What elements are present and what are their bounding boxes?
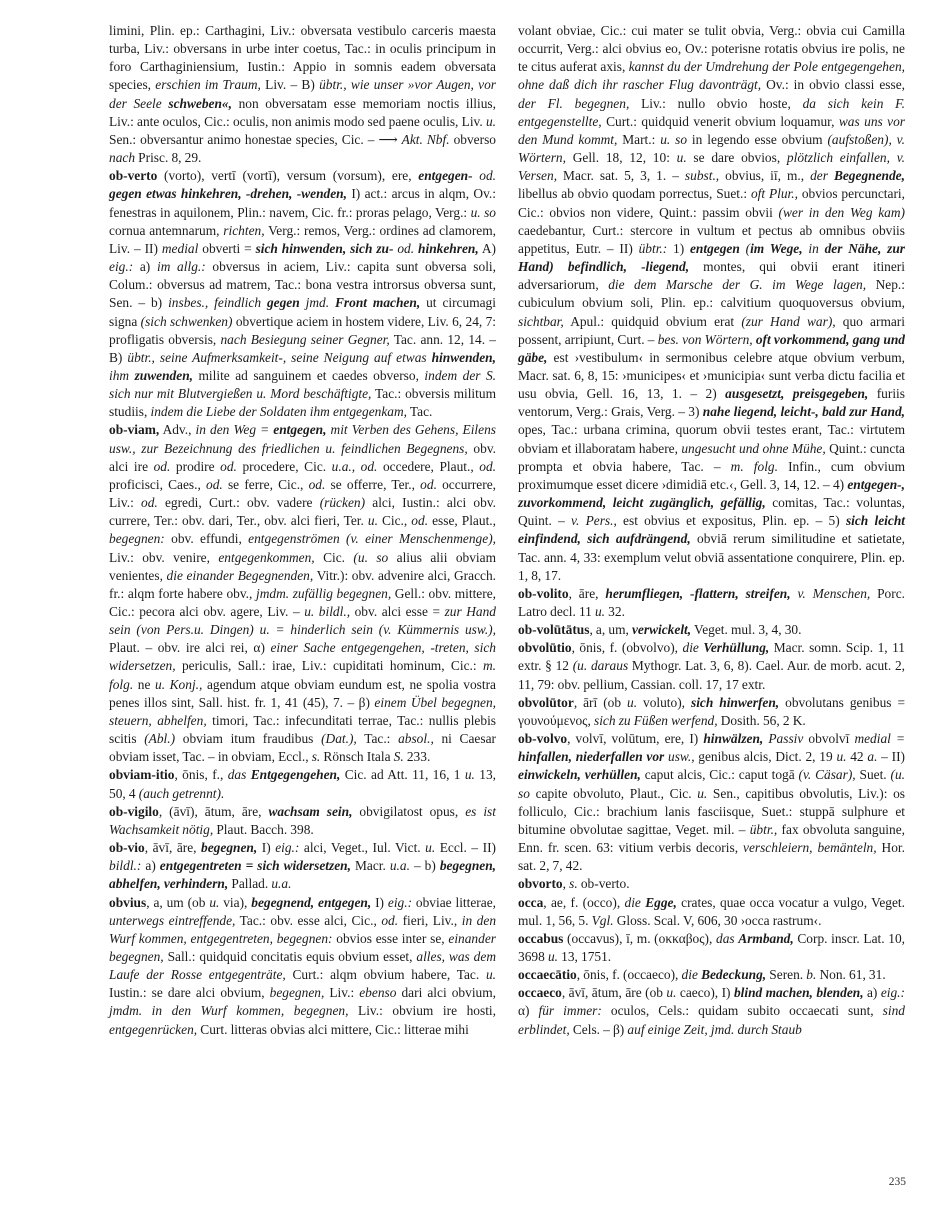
entry-ob-vigilo: ob-vigilo, (āvī), ātum, āre, wachsam sein, obvigilatost opus, es ist Wachsamkeit nötig, Plaut. Bacch. 398. [109,803,496,837]
entry-ob-viam: ob-viam, Adv., in den Weg = entgegen, mit Verben des Gehens, Eilens usw., zur Bezeichnung des friedlichen u. feindlichen Begegnens, obv. alci ire od. prodire od. procedere, Cic. u.a., od. occedere, Plaut., od. proficisci, Caes., od. se ferre, Cic., od. se offerre, Ter., od. occurrere, Liv.: od. egredi, Curt.: obv. vadere (rücken) alci, Iustin.: alci obv. currere, Ter.: obv. dari, Ter., obv. alci fieri, Ter. u. Cic., od. esse, Plaut., begegnen: obv. effundi, entgegenströmen (v. einer Menschenmenge), Liv.: obv. venire, entgegenkommen, Cic. (u. so alius alii obviam venientes, die einander Begegnenden, Vitr.): obv. advenire alci, Gracch. fr.: alqm forte habere obv., jmdm. zufällig begegnen, Gell.: obv. mittere, Cic.: pecora alci obv. agere, Liv. – u. bildl., obv. alci esse = zur Hand sein (von Pers.u. Dingen) u. = hinderlich sein (v. Kümmernis usw.), Plaut. – obv. ire alci rei, α) einer Sache entgegengehen, -treten, sich widersetzen, periculis, Sall.: irae, Liv.: cupiditati hominum, Cic.: m. folg. ne u. Konj., agendum atque obviam eundum est, ne spolia vostra penes illos sint, Sall. hist. fr. 1, 41 (45), 7. – β) einem Übel begegnen, steuern, abhelfen, timori, Tac.: infecunditati terrae, Tac.: nullis plebis scitis (Abl.) obviam itum fraudibus (Dat.), Tac.: absol., ni Caesar obviam isset, Tac. – in obviam, Eccl., s. Rönsch Itala S. 233. [109,422,497,765]
entry-ob-volutatus: ob-volūtātus, a, um, verwickelt, Veget. mul. 3, 4, 30. [518,622,802,638]
entry-obvolutio: obvolūtio, ōnis, f. (obvolvo), die Verhüllung, Macr. somn. Scip. 1, 11 extr. § 12 (u. daraus Mythogr. Lat. 3, 6, 8). Cael. Aur. de morb. acut. 2, 11, 79: obv. pellium, Cassian. coll. 17, 17 extr. [518,640,906,692]
right-column [518,22,905,1039]
entry-ob-volvo: ob-volvo, volvī, volūtum, ere, I) hinwälzen, Passiv obvolvī medial = hinfallen, niederfallen vor usw., genibus alcis, Dict. 2, 19 u. 42 a. – II) einwickeln, verhüllen, caput alcis, Cic.: caput togā (v. Cäsar), Suet. (u. so capite obvoluto, Plaut., Cic. u. Sen., capitibus obvolutis, Liv.): os folliculo, Cic.: brachium lanis fasciisque, Suet.: stuppā sulphure et bitumine obvolutae sagittae, Veget. mil. – übtr., fax obvoluta sanguine, Enn. fr. scen. 63: vitium verbis decoris, verschleiern, bemänteln, Hor. sat. 2, 7, 42. [518,731,906,874]
left-column [109,22,496,1039]
entry-obvius: obvius, a, um (ob u. via), begegnend, entgegen, I) eig.: obviae litterae, unterwegs eintreffende, Tac.: obv. esse alci, Cic., od. fieri, Liv., in den Wurf kommen, entgegentreten, begegnen: obvios esse inter se, einander begegnen, Sall.: quidquid concitatis equis obvium esset, alles, was dem Laufe der Rosse entgegenträte, Curt.: alqm obvium habere, Tac. u. Iustin.: se dare alci obvium, begegnen, Liv.: ebenso dari alci obvium, jmdm. in den Wurf kommen, begegnen, Liv.: obvium ire hosti, entgegenrücken, Curt. litteras obvias alci mittere, Cic.: litterae mihi [109,894,497,1037]
entry-ob-volito: ob-volito, āre, herumfliegen, -flattern, streifen, v. Menschen, Porc. Latro decl. 11 u. 32. [518,585,906,619]
entry-occa: occa, ae, f. (occo), die Egge, crates, quae occa vocatur a vulgo, Veget. mul. 1, 56, 5. Vgl. Gloss. Scal. V, 606, 30 ›occa rastrum‹. [518,894,905,928]
entry-continuation-obversor: limini, Plin. ep.: Carthagini, Liv.: obversata vestibulo carceris maesta turba, Liv.: obversans in urbe inter coetus, Tac.: in oculis principum in foro Carthaginiensium, Iustin.: Appio in somnis eadem obversata species, erschien im Traum, Liv. – B) übtr., wie unser »vor Augen, vor der Seele schweben«, non obversatam esse memoriam noctis illius, Liv.: ante oculos, Cic.: oculis, non animis modo sed paene oculis, Liv. u. Sen.: obversantur animo honestae species, Cic. – ⟶ Akt. Nbf. obverso nach Prisc. 8, 29. [109,23,496,166]
entry-occabus: occabus (occavus), ī, m. (οκκαβος), das Armband, Corp. inscr. Lat. 10, 3698 u. 13, 1751. [518,930,905,964]
entry-ob-verto: ob-verto (vorto), vertī (vortī), versum (vorsum), ere, entgegen- od. gegen etwas hinkehren, -drehen, -wenden, I) act.: arcus in alqm, Ov.: fenestras in aquilonem, Plin.: navem, Cic. fr.: proras pelago, Verg.: u. so cornua antemnarum, richten, Verg.: remos, Verg.: ordines ad clamorem, Liv. – II) medial obverti = sich hinwenden, sich zu- od. hinkehren, A) eig.: a) im allg.: obversus in aciem, Liv.: capita sunt obversa soli, Colum.: obversus ad matrem, Tac.: bona vestra introrsus obversa sunt, Sen. – b) insbes., feindlich gegen jmd. Front machen, ut circumagi signa (sich schwenken) obvertique aciem in hostem videre, Liv. 6, 24, 7: profligatis obversis, nach Besiegung seiner Gegner, Tac. ann. 12, 14. – B) übtr., seine Aufmerksamkeit-, seine Neigung auf etwas hinwenden, ihm zuwenden, milite ad sanguinem et caedes obverso, indem der S. sich nur mit Blutvergießen u. Mord beschäftigte, Tac.: obversis militum studiis, indem die Liebe der Soldaten ihm entgegenkam, Tac. [109,168,497,420]
entry-occaeco: occaeco, āvī, ātum, āre (ob u. caeco), I) blind machen, blenden, a) eig.: α) für immer: oculos, Cels.: quidam subito occaecati sunt, sind erblindet, Cels. – β) auf einige Zeit, jmd. durch Staub [518,985,905,1037]
entry-occaecatio: occaecātio, ōnis, f. (occaeco), die Bedeckung, Seren. b. Non. 61, 31. [518,967,886,983]
entry-ob-vio: ob-vio, āvī, āre, begegnen, I) eig.: alci, Veget., Iul. Vict. u. Eccl. – II) bildl.: a) entgegentreten = sich widersetzen, Macr. u.a. – b) begegnen, abhelfen, verhindern, Pallad. u.a. [109,840,497,892]
entry-obvolutor: obvolūtor, ārī (ob u. voluto), sich hinwerfen, obvolutans genibus = γουνούμενος, sich zu Füßen werfend, Dosith. 56, 2 K. [518,694,906,728]
page-number: 235 [888,1176,906,1188]
entry-obvorto: obvorto, s. ob-verto. [518,876,630,892]
entry-obviam-itio: obviam-itio, ōnis, f., das Entgegengehen, Cic. ad Att. 11, 16, 1 u. 13, 50, 4 (auch getrennt). [109,767,496,801]
entry-continuation-obvius: volant obviae, Cic.: cui mater se tulit obvia, Verg.: obvia cui Camilla occurrit, Verg.: alci obvius eo, Ov.: poterisne rotatis obvius ire polis, ne te citus auferat axis, kannst du der Umdrehung der Pole entgegengehen, ohne daß dich ihr rascher Flug davonträgt, Ov.: in obvio classi esse, der Fl. begegnen, Liv.: nullo obvio hoste, da sich kein F. entgegenstellte, Curt.: quidquid venerit obvium loquamur, was uns vor den Mund kommt, Mart.: u. so in legendo esse obvium (aufstoßen), v. Wörtern, Gell. 18, 12, 10: u. se dare obvios, plötzlich einfallen, v. Versen, Macr. sat. 5, 3, 1. – subst., obvius, iī, m., der Begegnende, libellus ab obvio quodam porrectus, Suet.: oft Plur., obvios percunctari, Cic.: obvios non videre, Quint.: passim obvii (wer in den Weg kam) caedebantur, Curt.: stercore in vultum et pectus ab omnibus obviis appetitus, Eutr. – II) übtr.: 1) entgegen (im Wege, in der Nähe, zur Hand) befindlich, -liegend, montes, qui obvii erant itineri adversariorum, die dem Marsche der G. im Wege lagen, Nep.: cubiculum obvium soli, Plin. ep.: calvitium quoquoversus obvium, sichtbar, Apul.: quidquid obvium erat (zur Hand war), quo armari possent, arripiunt, Curt. – bes. von Wörtern, oft vorkommend, gang und gäbe, est ›vestibulum‹ in sermonibus celebre atque obvium verbum, Macr. sat. 6, 8, 15: ›municipes‹ et ›municipia‹ sunt verba dictu facilia et usu obvia, Gell. 16, 13, 1. – 2) ausgesetzt, preisgegeben, furiis ventorum, Verg.: Grais, Verg. – 3) nahe liegend, leicht-, bald zur Hand, opes, Tac.: urbana crimina, quorum obvii testes erant, Tac.: virtutem obviam et illaboratam habere, ungesucht und ohne Mühe, Quint.: cuncta prompta et obvia habere, Tac. – m. folg. Infin., cum obvium proximumque esset dicere ›dimidiā etc.‹, Gell. 3, 14, 12. – 4) entgegen-, zuvorkommend, leicht zugänglich, gefällig, comitas, Tac.: voluntas, Quint. – v. Pers., est obvius et expositus, Plin. ep. – 5) sich leicht einfindend, sich aufdrängend, obviā rerum similitudine et satietate, Tac. ann. 4, 33: exemplum velut obviā assentatione conquirere, Plin. ep. 1, 8, 17. [518,23,906,583]
